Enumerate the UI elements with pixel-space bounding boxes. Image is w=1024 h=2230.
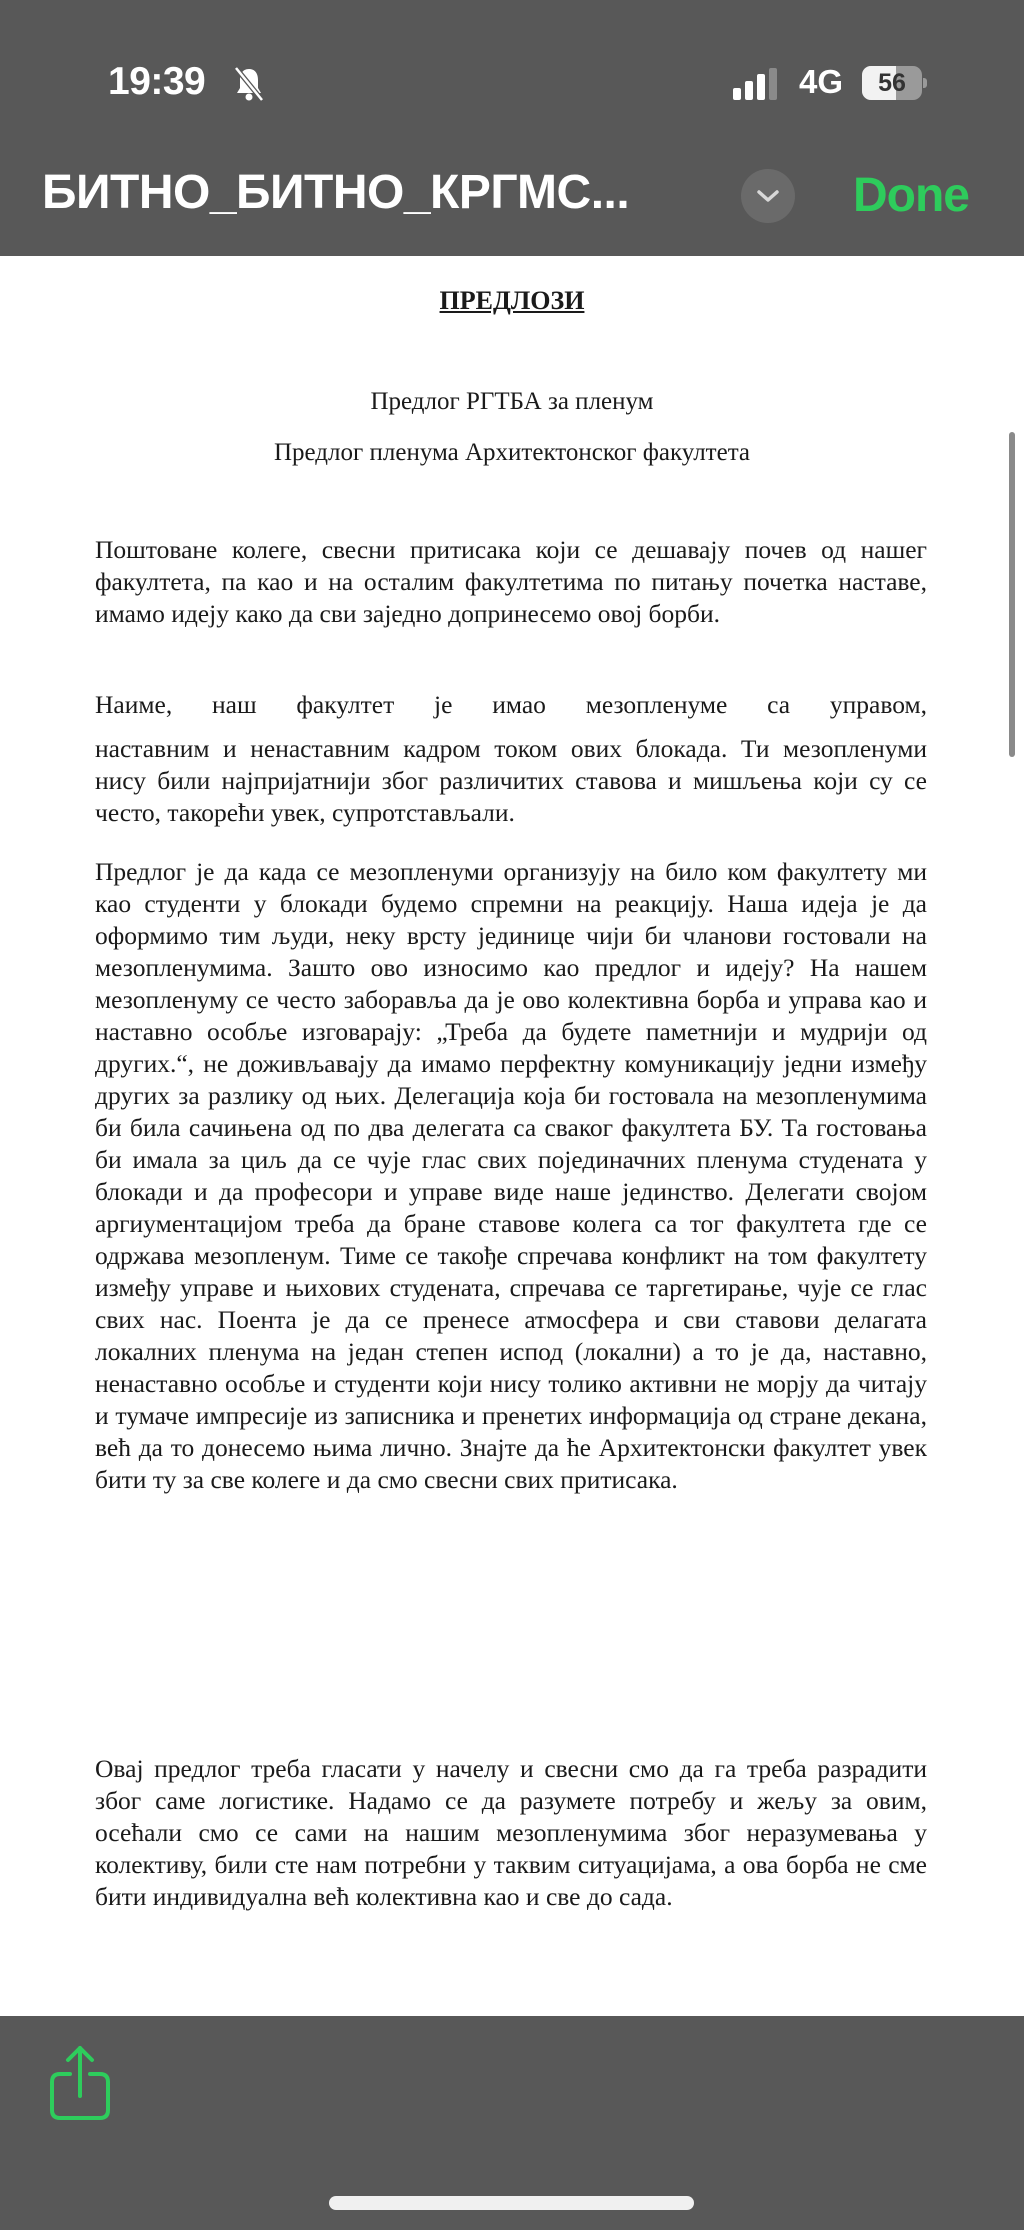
paragraph: Поштоване колеге, свесни притисака који се дешавају почев од нашег факултета, па као и на осталим факултетима по питању почетка наставе, имамо идеју како да сви заједно допринесемо овој борби. [95,535,927,628]
paragraph: Овај предлог треба гласати у начелу и свесни смо да га треба разрадити због саме логистике. Надамо се да разумете потребу и жељу за овим, осећали смо се сами на нашим мезопленумима због неразумевања у колективу, били сте нам потребни у таквим ситуацијама, а ова борба не сме бити индивидуална већ колективна као и све до сада. [95,1754,927,1911]
signal-icon [733,68,783,100]
bell-slash-icon [232,66,266,102]
document-subtitle: Предлог пленума Архитектонског факултета [273,439,751,466]
status-time: 19:39 [108,60,206,103]
paragraph: Предлог је да када се мезопленуми организују на било ком факултету ми као студенти у блокади будемо спремни на реакцију. Наша идеја је да оформимо тим људи, неку врсту јединице чији би чланови гостовали на мезопленумима. Зашто ово износимо као предлог и идеју? На нашем мезопленуму се често заборавља да је ово колективна борба и управа као и наставно особље изговарају: „Треба да будете паметнији и мудрији од других.“, не доживљавају да имамо перфектну комуникацију једни између других за разлику од њих. Делегација која би гостовала на мезопленумима би била сачињена од по два делегата са сваког факултета БУ. Та гостовања би имала за циљ да се чује глас свих појединачних пленума студената у блокади и да професори и управе виде наше јединство. Делегати својом аргиументацијом треба да бране ставове колега са тог факултета где се одржава мезопленум. Тиме се такође спречава конфликт на том факултету између управе и њихових студената, спречава се таргетирање, чује се глас свих нас. Поента је да се пренесе атмосфера и сви ставови делагата локалних пленума на један степен испод (локални) а то је да, наставно, ненаставно особље и студенти који нису толико активни не морју да читају и тумаче импресије из записника и пренетих информација од стране декана, већ да то донесемо њима лично. Знајте да ће Архитектонски факултет увек бити ту за све колеге и да смо свесни свих притисака. [95,857,927,1494]
network-type: 4G [799,63,844,100]
document-subtitle: Предлог РГТБА за пленум [370,388,654,415]
battery-level: 56 [878,69,906,97]
paragraph [95,689,927,829]
document-heading: ПРЕДЛОЗИ [439,286,585,315]
battery-icon [862,66,928,100]
home-indicator[interactable] [329,2196,694,2210]
document-title[interactable]: БИТНО_БИТНО_КРГМС... [42,166,630,219]
done-button[interactable]: Done [853,169,969,222]
scrollbar[interactable] [1009,432,1015,757]
chevron-down-icon [755,186,781,206]
paragraph-line: наставним и ненаставним кадром током ових блокада. Ти мезопленуми нису били најпријатнији због различитих ставова и мишљења који су се често, такорећи увек, супротстављали. [95,734,927,827]
title-menu-button[interactable] [741,169,795,223]
share-icon[interactable] [46,2040,114,2124]
top-bar [0,0,1024,256]
document-page [0,256,1024,2016]
paragraph-line: Наиме, наш факултет је имао мезопленуме са управом, [95,690,927,719]
